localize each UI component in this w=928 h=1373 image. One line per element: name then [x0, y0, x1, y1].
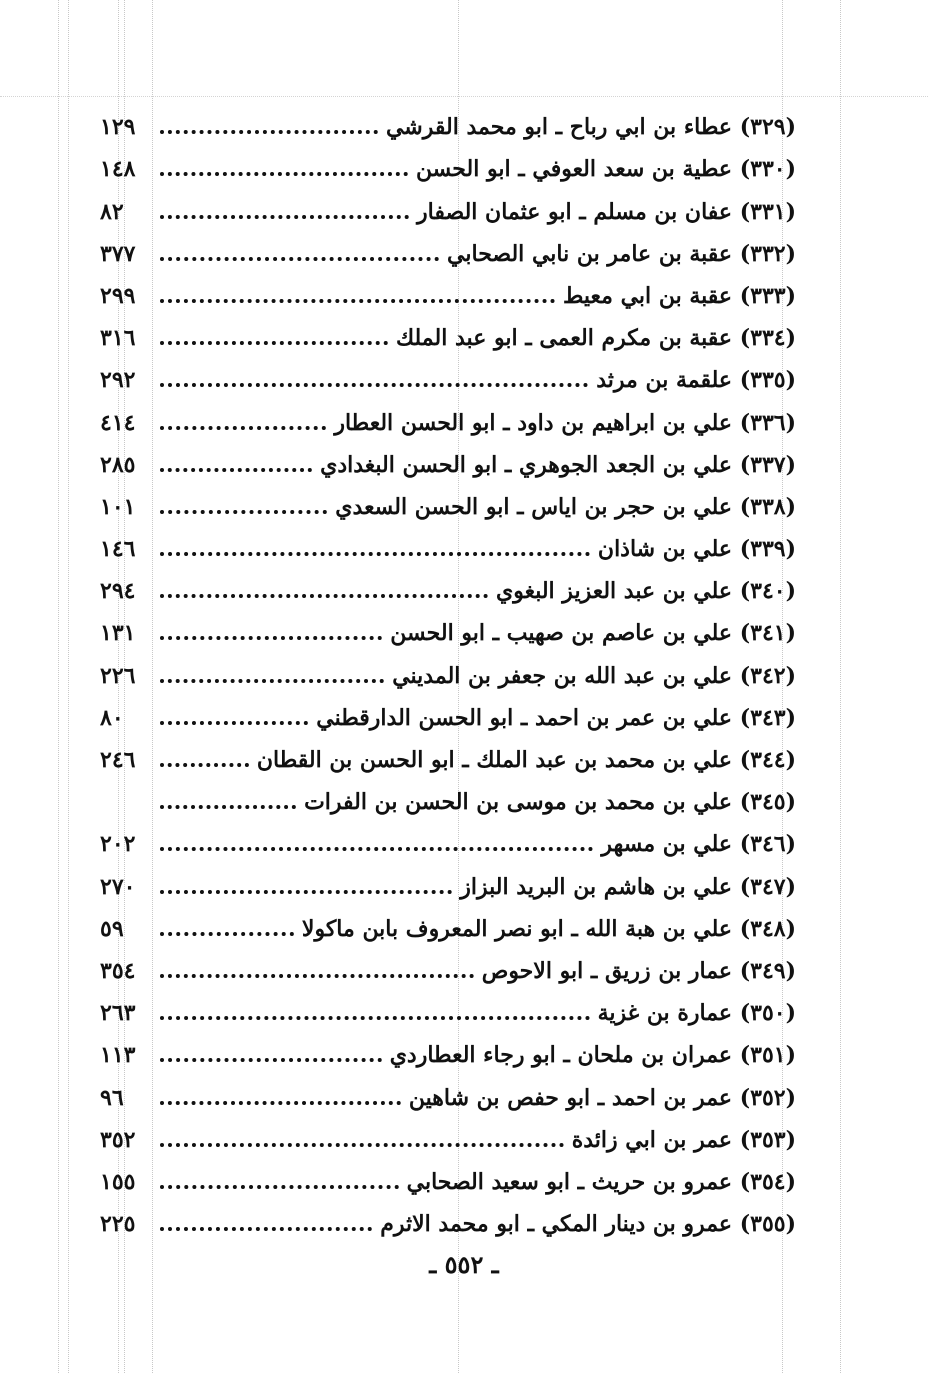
- scan-guide-line: [840, 0, 841, 1373]
- entry-title: (٣٣٢) عقبة بن عامر بن نابي الصحابي: [447, 240, 796, 267]
- entry-page-number: ٨٢: [100, 198, 124, 225]
- entry-title: (٣٤٩) عمار بن زريق ـ ابو الاحوص: [481, 957, 796, 984]
- entry-page-number: ٢٧٠: [100, 873, 136, 900]
- entry-page-number: ٣١٦: [100, 325, 136, 352]
- entry-page-number: ٢٩٤: [100, 578, 136, 605]
- entry-title: (٣٥١) عمران بن ملحان ـ ابو رجاء العطاردي: [389, 1042, 796, 1069]
- index-entry: [100, 353, 796, 395]
- index-entry: [100, 817, 796, 859]
- dot-leader: [160, 721, 308, 725]
- index-entry: [100, 986, 796, 1028]
- entry-title: (٣٥٠) عمارة بن غزية: [597, 1000, 796, 1027]
- dot-leader: [160, 1101, 401, 1105]
- entry-title: (٣٣٧) علي بن الجعد الجوهري ـ ابو الحسن البغدادي: [320, 451, 796, 478]
- entry-title: (٣٣٣) عقبة بن ابي معيط: [563, 282, 796, 309]
- index-entry: [100, 1155, 796, 1197]
- dot-leader: [160, 510, 327, 514]
- dot-leader: [160, 805, 296, 809]
- entry-title: (٣٥٣) عمر بن ابي زائدة: [571, 1126, 796, 1153]
- entry-page-number: ١٤٨: [100, 156, 136, 183]
- index-entry: [100, 944, 796, 986]
- index-entry: [100, 184, 796, 226]
- entry-title: (٣٣٥) علقمة بن مرثد: [596, 367, 796, 394]
- scan-guide-line: [58, 0, 59, 1373]
- index-entry: [100, 1197, 796, 1239]
- index-entry: [100, 564, 796, 606]
- index-entry: [100, 606, 796, 648]
- dot-leader: [160, 341, 388, 345]
- entry-page-number: ٣٥٢: [100, 1126, 136, 1153]
- entry-title: (٣٣٦) علي بن ابراهيم بن داود ـ ابو الحسن العطار: [334, 409, 796, 436]
- entry-title: (٣٣١) عفان بن مسلم ـ ابو عثمان الصفار: [417, 198, 796, 225]
- dot-leader: [160, 215, 409, 219]
- entry-page-number: ٨٠: [100, 704, 124, 731]
- dot-leader: [160, 679, 384, 683]
- entry-page-number: ٢٨٥: [100, 451, 136, 478]
- index-entry: [100, 733, 796, 775]
- entry-page-number: ٥٩: [100, 915, 124, 942]
- entry-page-number: ٢٩٢: [100, 367, 136, 394]
- entry-title: (٣٣٩) علي بن شاذان: [597, 536, 796, 563]
- entry-page-number: ١٢٩: [100, 114, 136, 141]
- entry-page-number: ٣٥٤: [100, 957, 136, 984]
- dot-leader: [160, 552, 590, 556]
- dot-leader: [160, 130, 378, 134]
- entry-title: (٣٢٩) عطاء بن ابي رباح ـ ابو محمد القرشي: [385, 114, 796, 141]
- entry-page-number: ١٥٥: [100, 1168, 136, 1195]
- entry-title: (٣٤٥) علي بن محمد بن موسى بن الحسن بن الفرات: [304, 789, 796, 816]
- index-entry: [100, 227, 796, 269]
- dot-leader: [160, 1143, 564, 1147]
- dot-leader: [160, 426, 326, 430]
- dot-leader: [160, 847, 593, 851]
- index-list: [100, 100, 796, 1239]
- entry-page-number: ١٠١: [100, 493, 136, 520]
- index-entry: [100, 1070, 796, 1112]
- entry-title: (٣٤١) علي بن عاصم بن صهيب ـ ابو الحسن: [390, 620, 796, 647]
- entry-title: (٣٤٦) علي بن مسهر: [601, 831, 796, 858]
- dot-leader: [160, 1058, 382, 1062]
- index-entry: [100, 100, 796, 142]
- dot-leader: [160, 890, 452, 894]
- index-entry: [100, 269, 796, 311]
- entry-title: (٣٣٤) عقبة بن مكرم العمى ـ ابو عبد الملك: [395, 325, 796, 352]
- entry-page-number: ٤١٤: [100, 409, 136, 436]
- dot-leader: [160, 299, 555, 303]
- dot-leader: [160, 594, 488, 598]
- index-entry: [100, 395, 796, 437]
- dot-leader: [160, 1016, 590, 1020]
- entry-page-number: ٢٢٦: [100, 662, 136, 689]
- entry-page-number: ٢٤٦: [100, 747, 136, 773]
- page-number: ـ ٥٥٢ ـ: [429, 1250, 499, 1279]
- scan-guide-line: [0, 96, 928, 97]
- dot-leader: [160, 257, 439, 261]
- dot-leader: [160, 383, 588, 387]
- entry-title: (٣٤٨) علي بن هبة الله ـ ابو نصر المعروف بابن ماكولا: [301, 915, 796, 942]
- entry-page-number: ٢٩٩: [100, 282, 136, 309]
- index-entry: [100, 691, 796, 733]
- entry-page-number: ١٤٦: [100, 536, 136, 563]
- dot-leader: [160, 172, 408, 176]
- dot-leader: [160, 763, 249, 767]
- entry-page-number: ١٣١: [100, 620, 136, 647]
- index-entry: [100, 1113, 796, 1155]
- entry-title: (٣٤٧) علي بن هاشم بن البريد البزاز: [460, 873, 796, 900]
- entry-page-number: ٢٦٣: [100, 1000, 136, 1027]
- entry-title: (٣٥٤) عمرو بن حريث ـ ابو سعيد الصحابي: [406, 1168, 796, 1195]
- dot-leader: [160, 468, 312, 472]
- index-entry: [100, 142, 796, 184]
- index-entry: [100, 480, 796, 522]
- entry-title: (٣٤٢) علي بن عبد الله بن جعفر بن المديني: [392, 662, 796, 689]
- index-entry: [100, 1028, 796, 1070]
- index-entry: [100, 522, 796, 564]
- entry-page-number: ٩٦: [100, 1084, 124, 1111]
- entry-title: (٣٣٠) عطية بن سعد العوفي ـ ابو الحسن: [415, 156, 796, 183]
- entry-title: (٣٣٨) علي بن حجر بن اياس ـ ابو الحسن السعدي: [335, 493, 796, 520]
- entry-title: (٣٤٠) علي بن عبد العزيز البغوي: [496, 578, 796, 605]
- entry-page-number: ٣٧٧: [100, 240, 136, 267]
- dot-leader: [160, 932, 294, 936]
- entry-title: (٣٥٢) عمر بن احمد ـ ابو حفص بن شاهين: [408, 1084, 796, 1111]
- entry-page-number: ٢٢٥: [100, 1211, 136, 1238]
- entry-page-number: ٢٠٢: [100, 831, 136, 858]
- dot-leader: [160, 974, 474, 978]
- index-entry: [100, 438, 796, 480]
- index-entry: [100, 311, 796, 353]
- dot-leader: [160, 636, 382, 640]
- index-entry: [100, 775, 796, 817]
- entry-title: (٣٤٣) علي بن عمر بن احمد ـ ابو الحسن الدارقطني: [316, 704, 796, 731]
- index-entry: [100, 902, 796, 944]
- dot-leader: [160, 1227, 372, 1231]
- dot-leader: [160, 1185, 399, 1189]
- entry-title: (٣٥٥) عمرو بن دينار المكي ـ ابو محمد الاثرم: [380, 1211, 796, 1238]
- scan-guide-line: [68, 0, 69, 1373]
- entry-page-number: ١١٣: [100, 1042, 136, 1069]
- index-entry: [100, 648, 796, 690]
- index-entry: [100, 859, 796, 901]
- entry-title: (٣٤٤) علي بن محمد بن عبد الملك ـ ابو الحسن بن القطان: [256, 747, 796, 773]
